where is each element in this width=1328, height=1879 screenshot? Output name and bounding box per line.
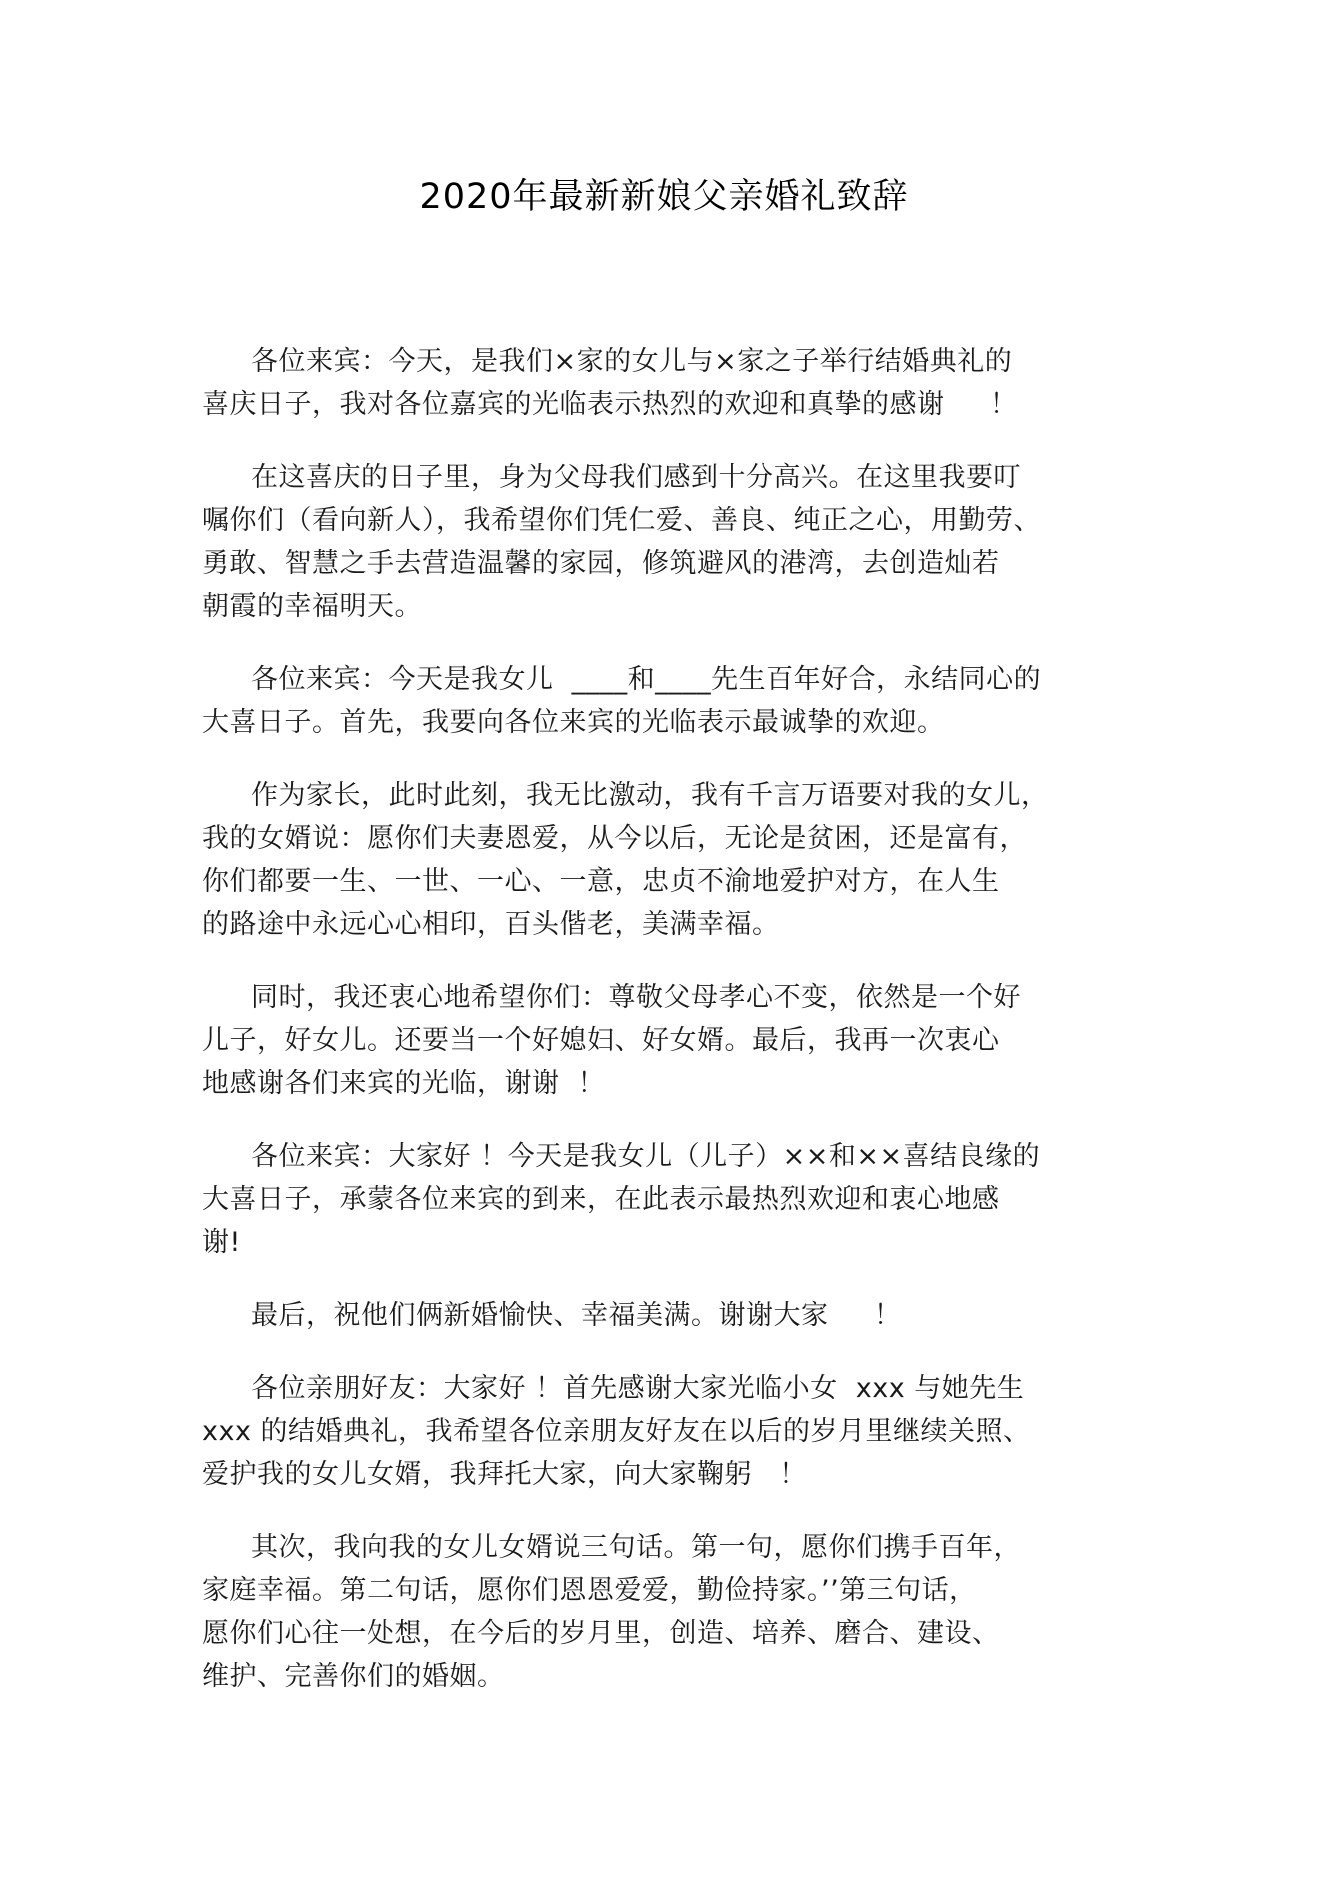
paragraph-line: 儿子，好女儿。还要当一个好媳妇、好女婿。最后，我再一次衷心 — [202, 1025, 1000, 1056]
paragraph-line: 各位亲朋好友：大家好 ！首先感谢大家光临小女 xxx 与她先生 — [251, 1373, 1025, 1404]
paragraph-line: 其次，我向我的女儿女婿说三句话。第一句，愿你们携手百年， — [251, 1532, 1021, 1563]
document-title: 2020年最新新娘父亲婚礼致辞 — [419, 177, 909, 217]
paragraph-line: 作为家长，此时此刻，我无比激动，我有千言万语要对我的女儿， — [251, 780, 1049, 811]
paragraph-line: 大喜日子。首先，我要向各位来宾的光临表示最诚挚的欢迎。 — [202, 707, 945, 738]
paragraph — [202, 1367, 1122, 1496]
paragraph-line: 同时，我还衷心地希望你们：尊敬父母孝心不变，依然是一个好 — [251, 982, 1021, 1013]
paragraph — [202, 774, 1122, 946]
paragraph — [202, 340, 1122, 426]
paragraph-line: 家庭幸福。第二句话，愿你们恩恩爱爱，勤俭持家。’’第三句话， — [202, 1575, 977, 1606]
document-body — [202, 340, 1122, 1728]
paragraph-line: 最后，祝他们俩新婚愉快、幸福美满。谢谢大家 ！ — [251, 1300, 902, 1331]
paragraph — [202, 456, 1122, 628]
paragraph-line: 爱护我的女儿女婿，我拜托大家，向大家鞠躬 ！ — [202, 1459, 807, 1490]
paragraph — [202, 658, 1122, 744]
paragraph-line: 大喜日子，承蒙各位来宾的到来，在此表示最热烈欢迎和衷心地感 — [202, 1184, 1000, 1215]
paragraph-line: 谢! — [202, 1227, 241, 1258]
paragraph-line: xxx 的结婚典礼，我希望各位亲朋友好友在以后的岁月里继续关照、 — [202, 1416, 1031, 1447]
paragraph-line: 各位来宾：今天，是我们×家的女儿与×家之子举行结婚典礼的 — [251, 346, 1013, 377]
paragraph — [202, 1135, 1122, 1264]
paragraph-line: 各位来宾：今天是我女儿 ____和____先生百年好合，永结同心的 — [251, 664, 1042, 695]
paragraph-line: 各位来宾：大家好 ！今天是我女儿（儿子）××和××喜结良缘的 — [251, 1141, 1041, 1172]
paragraph-line: 我的女婿说：愿你们夫妻恩爱，从今以后，无论是贫困，还是富有， — [202, 823, 1027, 854]
paragraph — [202, 976, 1122, 1105]
paragraph-line: 你们都要一生、一世、一心、一意，忠贞不渝地爱护对方，在人生 — [202, 866, 1000, 897]
paragraph-line: 地感谢各们来宾的光临，谢谢 ！ — [202, 1068, 606, 1099]
paragraph-line: 嘱你们（看向新人），我希望你们凭仁爱、善良、纯正之心，用勤劳、 — [202, 505, 1041, 536]
paragraph-line: 喜庆日子，我对各位嘉宾的光临表示热烈的欢迎和真挚的感谢 ！ — [202, 389, 1018, 420]
paragraph-line: 勇敢、智慧之手去营造温馨的家园，修筑避风的港湾，去创造灿若 — [202, 548, 1000, 579]
paragraph — [202, 1526, 1122, 1698]
paragraph-line: 愿你们心往一处想，在今后的岁月里，创造、培养、磨合、建设、 — [202, 1618, 1000, 1649]
paragraph — [202, 1294, 1122, 1337]
paragraph-line: 的路途中永远心心相印，百头偕老，美满幸福。 — [202, 909, 780, 940]
paragraph-line: 朝霞的幸福明天。 — [202, 591, 422, 622]
paragraph-line: 在这喜庆的日子里，身为父母我们感到十分高兴。在这里我要叮 — [251, 462, 1021, 493]
paragraph-line: 维护、完善你们的婚姻。 — [202, 1661, 505, 1692]
